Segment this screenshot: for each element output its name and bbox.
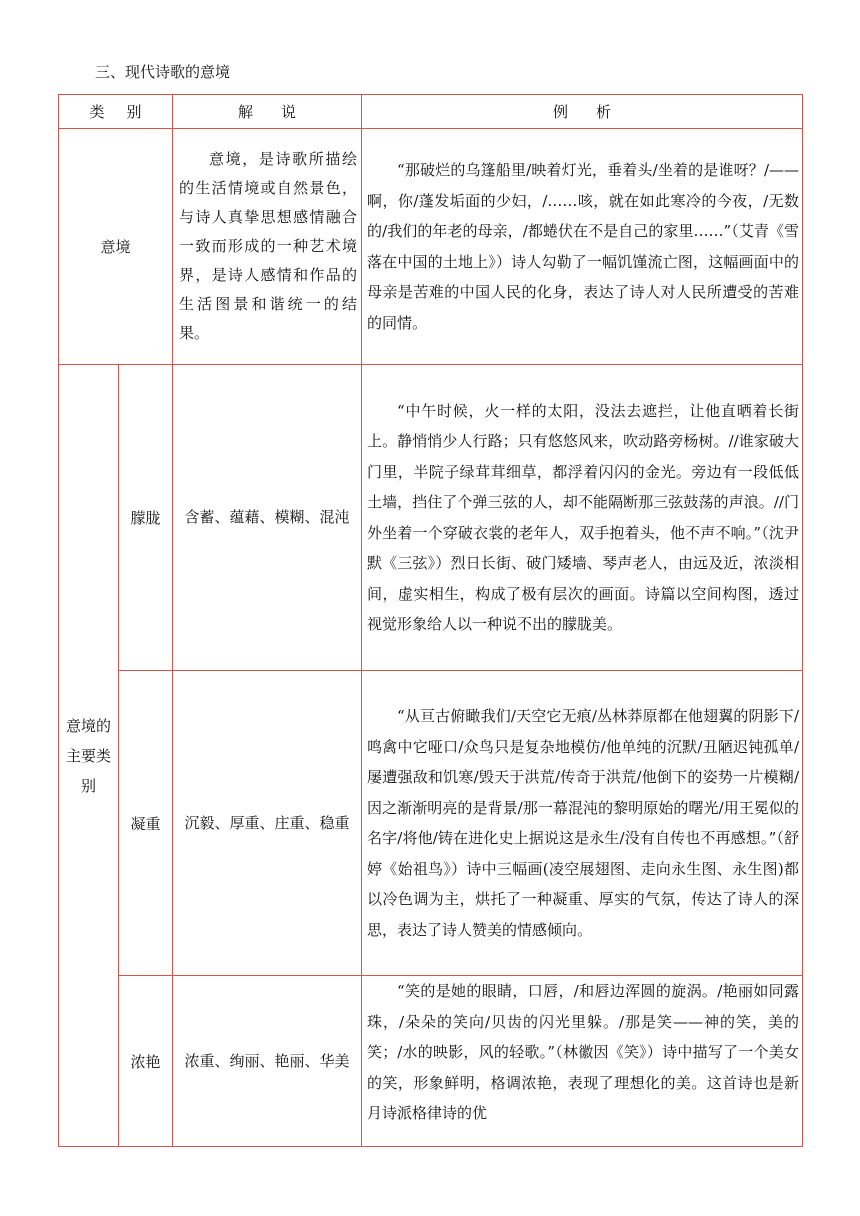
explanation-yijing bbox=[173, 129, 362, 365]
subtype-traits: 浓重、绚丽、艳丽、华美 bbox=[173, 976, 362, 1147]
header-explanation: 解说 bbox=[173, 95, 362, 129]
example-yijing bbox=[362, 129, 803, 365]
subtype-example: “中午时候，火一样的太阳，没法去遮拦，让他直晒着长街上。静悄悄少人行路；只有悠悠风来，吹动路旁杨树。//谁家破大门里，半院子绿茸茸细草，都浮着闪闪的金光。旁边有一段低低土墙，挡住了个弹三弦的人，却不能隔断那三弦鼓荡的声浪。//门外坐着一个穿破衣裳的老年人，双手抱着头，他不声不响。”（沈尹默《三弦》）烈日长街、破门矮墙、琴声老人，由远及近，浓淡相间，虚实相生，构成了极有层次的画面。诗篇以空间构图，透过视觉形象给人以一种说不出的朦胧美。 bbox=[362, 365, 803, 671]
subtype-example: “从亘古俯瞰我们/天空它无痕/丛林莽原都在他翅翼的阴影下/鸣禽中它哑口/众鸟只是复杂地模仿/他单纯的沉默/丑陋迟钝孤单/屡遭强敌和饥寒/毁天于洪荒/传奇于洪荒/他倒下的姿势一片模糊/因之渐渐明亮的是背景/那一幕混沌的黎明原始的曙光/用王冕似的名字/将他/铸在进化史上据说这是永生/没有自传也不再感想。”（舒婷《始祖鸟》）诗中三幅画(凌空展翅图、走向永生图、永生图)都以冷色调为主，烘托了一种凝重、厚实的气氛，传达了诗人的深思，表达了诗人赞美的情感倾向。 bbox=[362, 671, 803, 976]
example-text: “那破烂的乌篷船里/映着灯光，垂着头/坐着的是谁呀？/——啊，你/蓬发垢面的少妇，/……咳，就在如此寒冷的今夜，/无数的/我们的年老的母亲，/都蜷伏在不是自己的家里……”（艾青《雪落在中国的土地上》）诗人勾勒了一幅饥馑流亡图，这幅画面中的母亲是苦难的中国人民的化身，表达了诗人对人民所遭受的苦难的同情。 bbox=[367, 161, 800, 332]
subtype-name: 凝重 bbox=[119, 671, 173, 976]
explanation-text: 意境，是诗歌所描绘的生活情境或自然景色，与诗人真挚思想感情融合一致而形成的一种艺术境界，是诗人感情和作品的生活图景和谐统一的结果。 bbox=[179, 150, 358, 342]
table-row-menglong bbox=[59, 365, 803, 671]
subtype-traits: 沉毅、厚重、庄重、稳重 bbox=[173, 671, 362, 976]
table-row-nongyan bbox=[59, 976, 803, 1147]
table-row-yijing bbox=[59, 129, 803, 365]
subtype-traits: 含蓄、蕴藉、模糊、混沌 bbox=[173, 365, 362, 671]
category-yijing: 意境 bbox=[59, 129, 173, 365]
header-category: 类别 bbox=[59, 95, 173, 129]
section-title: 三、现代诗歌的意境 bbox=[95, 63, 231, 81]
imagery-table bbox=[58, 94, 803, 1147]
header-example: 例析 bbox=[362, 95, 803, 129]
table-row-ningzhong bbox=[59, 671, 803, 976]
group-label: 意境的主要类别 bbox=[59, 365, 119, 1147]
table-header-row bbox=[59, 95, 803, 129]
subtype-example: “笑的是她的眼睛，口唇，/和唇边浑圆的旋涡。/艳丽如同露珠，/朵朵的笑向/贝齿的闪光里躲。/那是笑——神的笑，美的笑；/水的映影，风的轻歌。”（林徽因《笑》）诗中描写了一个美女的笑，形象鲜明，格调浓艳，表现了理想化的美。这首诗也是新月诗派格律诗的优 bbox=[362, 976, 803, 1147]
subtype-name: 浓艳 bbox=[119, 976, 173, 1147]
subtype-name: 朦胧 bbox=[119, 365, 173, 671]
